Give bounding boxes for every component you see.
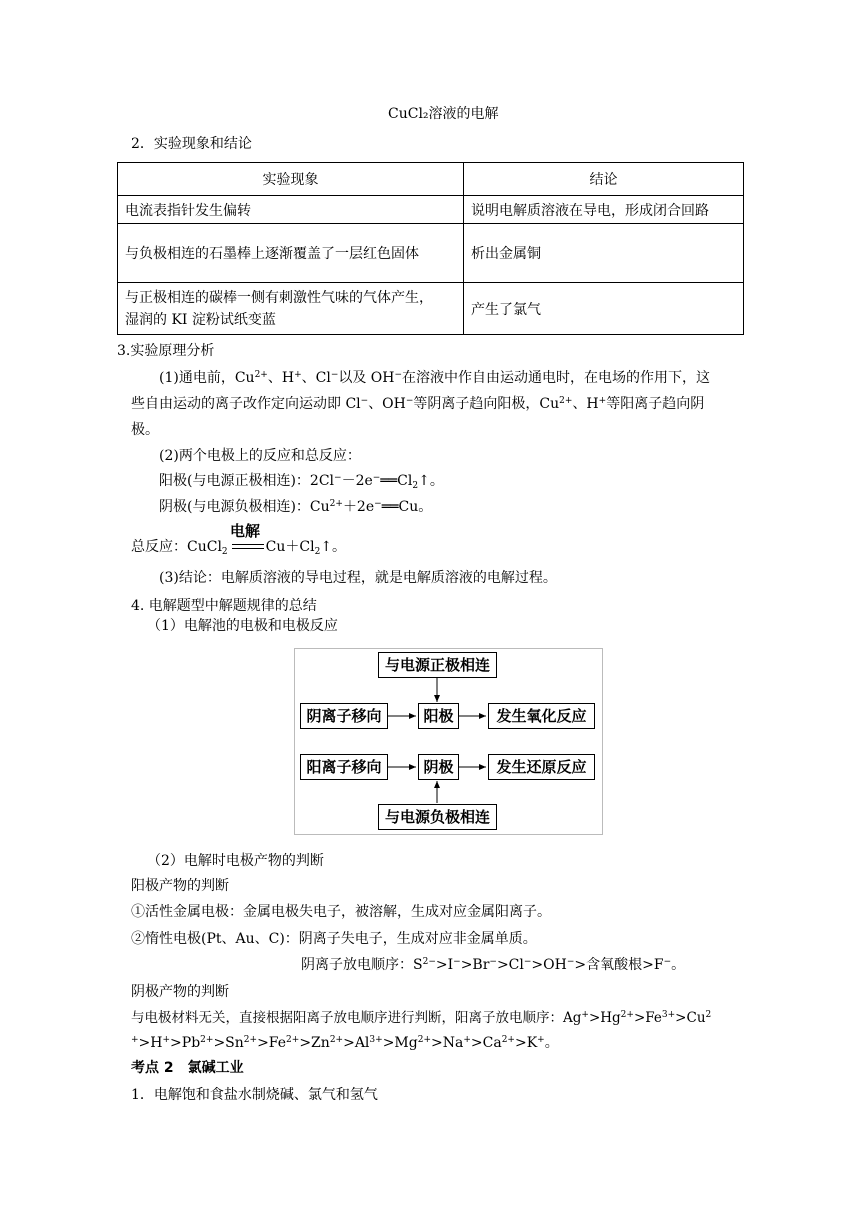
paragraph-2-title: (2)两个电极上的反应和总反应：	[159, 448, 361, 464]
box-cathode-connection: 与电源负极相连	[378, 804, 497, 830]
paragraph-1-line-2: 些自由运动的离子改作定向运动即 Cl−、OH−等阴离子趋向阳极，$Cu^{2+}$、H+等阳离子趋向阴	[131, 396, 705, 412]
inert-electrode-line: ②惰性电极(Pt、Au、C)：阴离子失电子，生成对应非金属单质。	[131, 931, 537, 947]
box-cation-migration: 阳离子移向	[300, 754, 388, 780]
cation-discharge-line-1: 与电极材料无关，直接根据阳离子放电顺序进行判断，阳离子放电顺序：$Ag^+>Hg^{2+}>Fe^{3+}>Cu^2$	[131, 1010, 712, 1026]
electrolysis-condition: 电解	[230, 522, 261, 540]
box-oxidation: 发生氧化反应	[488, 703, 595, 729]
paragraph-1-line-3: 极。	[131, 422, 159, 438]
header-phenomenon: 实验现象	[118, 163, 464, 196]
conclusion-cell: 说明电解质溶液在导电，形成闭合回路	[464, 196, 744, 224]
conclusion-cell: 析出金属铜	[464, 224, 744, 283]
phenomenon-line: 与正极相连的碳棒一侧有刺激性气味的气体产生，	[125, 289, 433, 306]
phenomenon-line: 湿润的 KI 淀粉试纸变蓝	[125, 311, 276, 328]
phenomenon-cell: 电流表指针发生偏转	[118, 196, 464, 224]
box-reduction: 发生还原反应	[488, 754, 595, 780]
kaodian-2-heading: 考点 2 氯碱工业	[131, 1060, 244, 1076]
box-anion-migration: 阴离子移向	[300, 703, 388, 729]
chlor-alkali-line-1: 1．电解饱和食盐水制烧碱、氯气和氢气	[131, 1087, 378, 1103]
anode-reaction: 阳极(与电源正极相连)：$2Cl^--2e^-══Cl_2↑$。	[159, 473, 444, 491]
total-reaction: 总反应：CuCl$_2$ $Cu+Cl_2↑$。	[131, 539, 347, 557]
section-3-title: 3.实验原理分析	[117, 343, 215, 359]
active-electrode-line: ①活性金属电极：金属电极失电子，被溶解，生成对应金属阳离子。	[131, 904, 551, 920]
phenomenon-cell: 与负极相连的石墨棒上逐渐覆盖了一层红色固体	[118, 224, 464, 283]
section-4-1-title: （1）电解池的电极和电极反应	[147, 618, 338, 634]
anode-products-title: 阳极产物的判断	[131, 878, 229, 894]
cathode-products-title: 阴极产物的判断	[131, 984, 229, 1000]
header-conclusion: 结论	[464, 163, 744, 196]
cathode-reaction: 阴极(与电源负极相连)：$Cu^{2+}+2e^-══Cu$。	[159, 499, 433, 515]
box-anode-connection: 与电源正极相连	[378, 652, 497, 678]
anion-discharge-order: 阴离子放电顺序：$S^{2-}>I^->Br^->Cl^->OH^->$含氧酸根>F−。	[301, 957, 686, 973]
figure-caption: CuCl₂溶液的电解	[388, 106, 499, 122]
section-4-2-title: （2）电解时电极产物的判断	[147, 853, 324, 869]
section-2-title: 2．实验现象和结论	[131, 136, 252, 152]
box-cathode: 阴极	[418, 754, 459, 780]
cation-discharge-line-2: $^+>H^+>Pb^{2+}>Sn^{2+}>Fe^{2+}>Zn^{2+}>Al^{3+}>Mg^{2+}>Na^+>Ca^{2+}>K^+$。	[131, 1035, 559, 1051]
section-4-title: 4. 电解题型中解题规律的总结	[131, 598, 317, 614]
paragraph-3: (3)结论：电解质溶液的导电过程，就是电解质溶液的电解过程。	[159, 570, 557, 586]
box-anode: 阳极	[418, 703, 459, 729]
paragraph-1-line-1: (1)通电前，$Cu^{2+}$、H+、Cl−以及 OH−在溶液中作自由运动通电时，在电场的作用下，这	[159, 370, 711, 386]
conclusion-cell: 产生了氯气	[464, 283, 744, 335]
